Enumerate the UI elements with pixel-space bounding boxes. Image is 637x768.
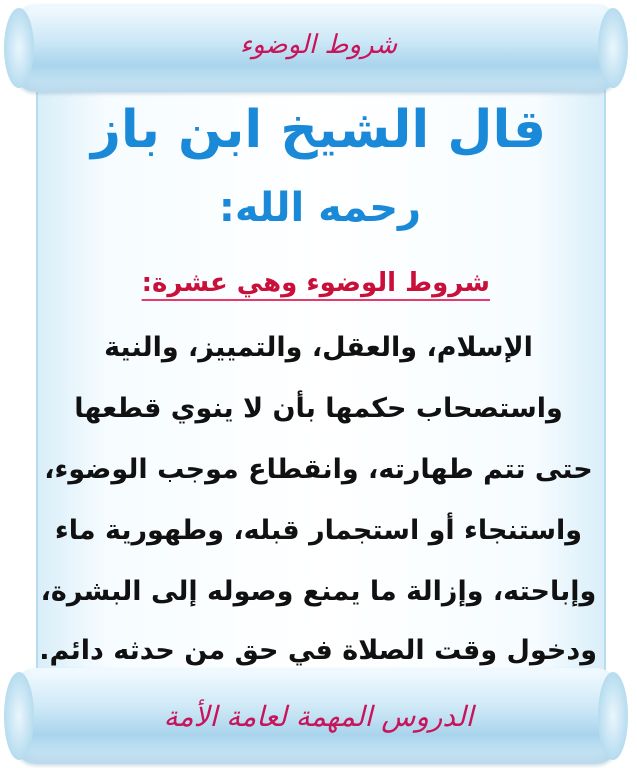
footer-label: الدروس المهمة لعامة الأمة bbox=[163, 700, 474, 733]
page-title: قال الشيخ ابن باز bbox=[90, 100, 547, 160]
body-line: ودخول وقت الصلاة في حق من حدثه دائم. bbox=[39, 635, 597, 666]
body-line: وإباحته، وإزالة ما يمنع وصوله إلى البشرة، bbox=[40, 576, 597, 607]
body-line: واستنجاء أو استجمار قبله، وطهورية ماء bbox=[54, 515, 583, 546]
section-heading: شروط الوضوء وهي عشرة: bbox=[141, 268, 490, 298]
body-line: الإسلام، والعقل، والتمييز، والنية bbox=[104, 332, 533, 363]
body-line: واستصحاب حكمها بأن لا ينوي قطعها bbox=[74, 393, 563, 424]
page-subtitle: رحمه الله: bbox=[218, 185, 422, 231]
header-label: شروط الوضوء bbox=[239, 30, 398, 60]
body-line: حتى تتم طهارته، وانقطاع موجب الوضوء، bbox=[44, 454, 593, 485]
